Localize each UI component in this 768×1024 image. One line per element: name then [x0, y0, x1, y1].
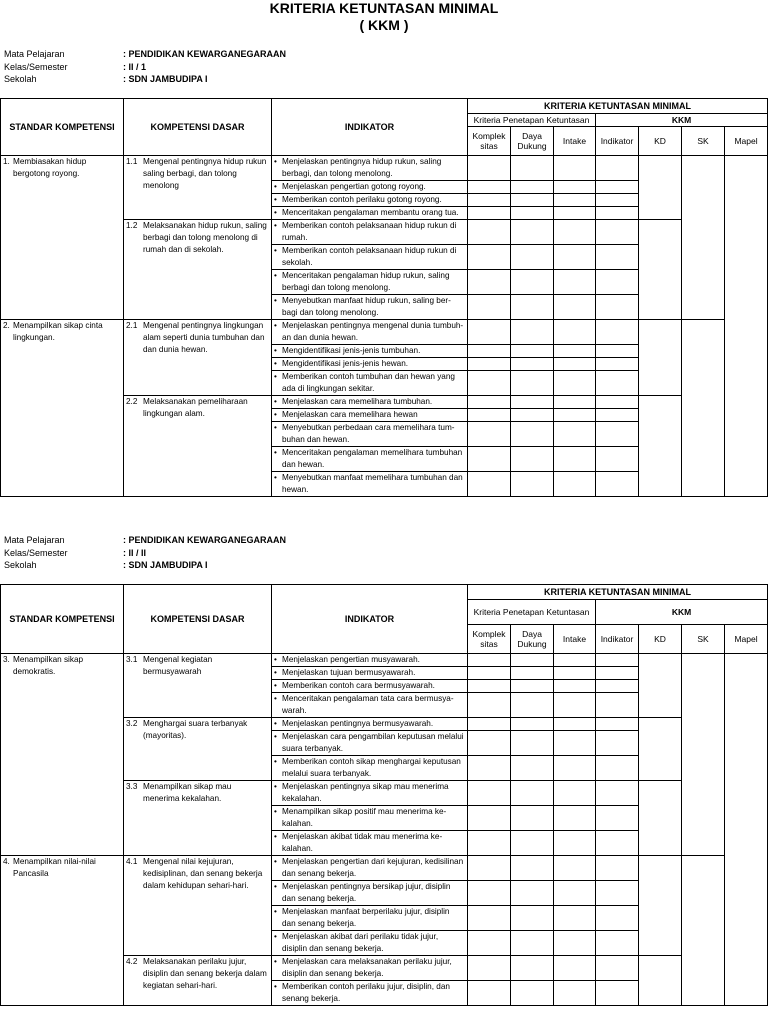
indicator-cell: • Memberikan contoh pelaksanaan hidup rukun di rumah.: [272, 220, 468, 245]
kd-cell: 3.3 Menampilkan sikap mau menerima kekalahan.: [124, 781, 272, 856]
sk-value: [682, 654, 725, 856]
kd-cell: 3.1 Mengenal kegiatan bermusyawarah: [124, 654, 272, 718]
indicator-cell: • Menjelaskan cara memelihara hewan: [272, 409, 468, 422]
school-label: Sekolah: [4, 74, 37, 84]
kompetensi-header: KOMPETENSI DASAR: [124, 585, 272, 654]
indicator-cell: • Menjelaskan akibat tidak mau menerima ke-kalahan.: [272, 831, 468, 856]
indikator-col-header: Indikator: [596, 625, 639, 654]
sk-value: [682, 856, 725, 1006]
kd-value: [639, 654, 682, 718]
indicator-cell: • Memberikan contoh perilaku jujur, disiplin, dan senang bekerja.: [272, 981, 468, 1006]
standar-header: STANDAR KOMPETENSI: [1, 585, 124, 654]
indikator-col-header: Indikator: [596, 127, 639, 156]
subject-label: Mata Pelajaran: [4, 535, 65, 545]
sk-header: SK: [682, 625, 725, 654]
sk-header: SK: [682, 127, 725, 156]
kd-header: KD: [639, 625, 682, 654]
school-value: : SDN JAMBUDIPA I: [123, 74, 208, 84]
kkm-table-1: [0, 98, 768, 497]
kkm-header: KKM: [596, 114, 768, 127]
indikator-header: INDIKATOR: [272, 99, 468, 156]
kd-cell: 2.2 Melaksanakan pemeliharaan lingkungan alam.: [124, 396, 272, 497]
indicator-cell: • Menjelaskan cara melaksanakan perilaku jujur, disiplin dan senang bekerja.: [272, 956, 468, 981]
indicator-cell: • Memberikan contoh perilaku gotong royong.: [272, 194, 468, 207]
mapel-header: Mapel: [725, 127, 768, 156]
kkm-header: KKM: [596, 600, 768, 625]
indicator-cell: • Menampilkan sikap positif mau menerima ke-kalahan.: [272, 806, 468, 831]
sk-cell: 3. Menampilkan sikap demokratis.: [1, 654, 124, 856]
komplek-header: Komplek sitas: [468, 127, 511, 156]
kriteria-header: Kriteria Penetapan Ketuntasan: [468, 600, 596, 625]
kd-value: [639, 396, 682, 497]
daya-header: Daya Dukung: [511, 625, 554, 654]
standar-header: STANDAR KOMPETENSI: [1, 99, 124, 156]
indicator-cell: • Menjelaskan cara pengambilan keputusan melalui suara terbanyak.: [272, 731, 468, 756]
indicator-cell: • Menjelaskan manfaat berperilaku jujur, disiplin dan senang bekerja.: [272, 906, 468, 931]
kd-cell: 3.2 Menghargai suara terbanyak (mayoritas).: [124, 718, 272, 781]
kd-header: KD: [639, 127, 682, 156]
kompetensi-header: KOMPETENSI DASAR: [124, 99, 272, 156]
mapel-value: [725, 156, 768, 497]
indicator-cell: • Menjelaskan pengertian gotong royong.: [272, 181, 468, 194]
kd-value: [639, 156, 682, 220]
kd-value: [639, 856, 682, 956]
subject-value: : PENDIDIKAN KEWARGANEGARAAN: [123, 535, 287, 545]
indicator-cell: • Menjelaskan pentingnya mengenal dunia tumbuh-an dan dunia hewan.: [272, 320, 468, 345]
kd-cell: 1.2 Melaksanakan hidup rukun, saling berbagi dan tolong menolong di rumah dan di sekolah.: [124, 220, 272, 320]
kd-value: [639, 718, 682, 781]
indicator-cell: • Menjelaskan pentingnya hidup rukun, saling berbagi, dan tolong menolong.: [272, 156, 468, 181]
indicator-cell: • Menyebutkan manfaat hidup rukun, saling ber-bagi dan tolong menolong.: [272, 295, 468, 320]
mapel-header: Mapel: [725, 625, 768, 654]
class-value: : II / II: [123, 547, 147, 558]
sk-cell: 4. Menampilkan nilai-nilai Pancasila: [1, 856, 124, 1006]
kd-value: [639, 956, 682, 1006]
indicator-cell: • Menceritakan pengalaman hidup rukun, saling berbagi dan tolong menolong.: [272, 270, 468, 295]
indicator-cell: • Memberikan contoh tumbuhan dan hewan yang ada di lingkungan sekitar.: [272, 371, 468, 396]
indikator-header: INDIKATOR: [272, 585, 468, 654]
kd-cell: 2.1 Mengenal pentingnya lingkungan alam seperti dunia tumbuhan dan dan dunia hewan.: [124, 320, 272, 396]
kd-value: [639, 781, 682, 856]
subject-label: Mata Pelajaran: [4, 49, 65, 59]
kd-value: [639, 220, 682, 320]
intake-header: Intake: [554, 625, 596, 654]
sk-cell: 2. Menampilkan sikap cinta lingkungan.: [1, 320, 124, 497]
kd-cell: 1.1 Mengenal pentingnya hidup rukun saling berbagi, dan tolong menolong: [124, 156, 272, 220]
daya-header: Daya Dukung: [511, 127, 554, 156]
subject-value: : PENDIDIKAN KEWARGANEGARAAN: [123, 49, 287, 59]
class-value: : II / 1: [123, 61, 147, 72]
kkm-main-header: KRITERIA KETUNTASAN MINIMAL: [468, 99, 768, 114]
sk-value: [682, 320, 725, 497]
indicator-cell: • Menjelaskan tujuan bermusyawarah.: [272, 667, 468, 680]
indicator-cell: • Menceritakan pengalaman memelihara tumbuhan dan hewan.: [272, 447, 468, 472]
komplek-header: Komplek sitas: [468, 625, 511, 654]
page-title: KRITERIA KETUNTASAN MINIMAL: [269, 0, 499, 16]
indicator-cell: • Menjelaskan akibat dari perilaku tidak jujur, disiplin dan senang bekerja.: [272, 931, 468, 956]
indicator-cell: • Menjelaskan cara memelihara tumbuhan.: [272, 396, 468, 409]
indicator-cell: • Memberikan contoh pelaksanaan hidup rukun di sekolah.: [272, 245, 468, 270]
indicator-cell: • Menjelaskan pentingnya sikap mau menerima kekalahan.: [272, 781, 468, 806]
school-label: Sekolah: [4, 560, 37, 570]
school-value: : SDN JAMBUDIPA I: [123, 560, 208, 570]
kd-value: [639, 320, 682, 396]
meta-block-1: [4, 48, 286, 86]
indicator-cell: • Menjelaskan pengertian musyawarah.: [272, 654, 468, 667]
indicator-cell: • Menjelaskan pentingnya bermusyawarah.: [272, 718, 468, 731]
meta-block-2: [4, 534, 286, 572]
indicator-cell: • Menjelaskan pentingnya bersikap jujur, disiplin dan senang bekerja.: [272, 881, 468, 906]
indicator-cell: • Menceritakan pengalaman membantu orang tua.: [272, 207, 468, 220]
sk-value: [682, 156, 725, 320]
indicator-cell: • Mengidentifikasi jenis-jenis hewan.: [272, 358, 468, 371]
kd-cell: 4.2 Melaksanakan perilaku jujur, disiplin dan senang bekerja dalam kegiatan sehari-hari.: [124, 956, 272, 1006]
indicator-cell: • Menyebutkan perbedaan cara memelihara tum-buhan dan hewan.: [272, 422, 468, 447]
page-subtitle: ( KKM ): [359, 17, 409, 33]
indicator-cell: • Memberikan contoh sikap menghargai keputusan melalui suara terbanyak.: [272, 756, 468, 781]
indicator-cell: • Menceritakan pengalaman tata cara bermusya-warah.: [272, 693, 468, 718]
mapel-value: [725, 654, 768, 1006]
indicator-cell: • Memberikan contoh cara bermusyawarah.: [272, 680, 468, 693]
indicator-cell: • Mengidentifikasi jenis-jenis tumbuhan.: [272, 345, 468, 358]
indicator-cell: • Menjelaskan pengertian dari kejujuran, kedisilinan dan senang bekerja.: [272, 856, 468, 881]
class-label: Kelas/Semester: [4, 61, 68, 72]
kriteria-header: Kriteria Penetapan Ketuntasan: [468, 114, 596, 127]
indicator-cell: • Menyebutkan manfaat memelihara tumbuhan dan hewan.: [272, 472, 468, 497]
class-label: Kelas/Semester: [4, 547, 68, 558]
intake-header: Intake: [554, 127, 596, 156]
kd-cell: 4.1 Mengenal nilai kejujuran, kedisiplinan, dan senang bekerja dalam kehidupan sehari-hari.: [124, 856, 272, 956]
sk-cell: 1. Membiasakan hidup bergotong royong.: [1, 156, 124, 320]
kkm-main-header: KRITERIA KETUNTASAN MINIMAL: [468, 585, 768, 600]
kkm-table-2: [0, 584, 768, 1006]
